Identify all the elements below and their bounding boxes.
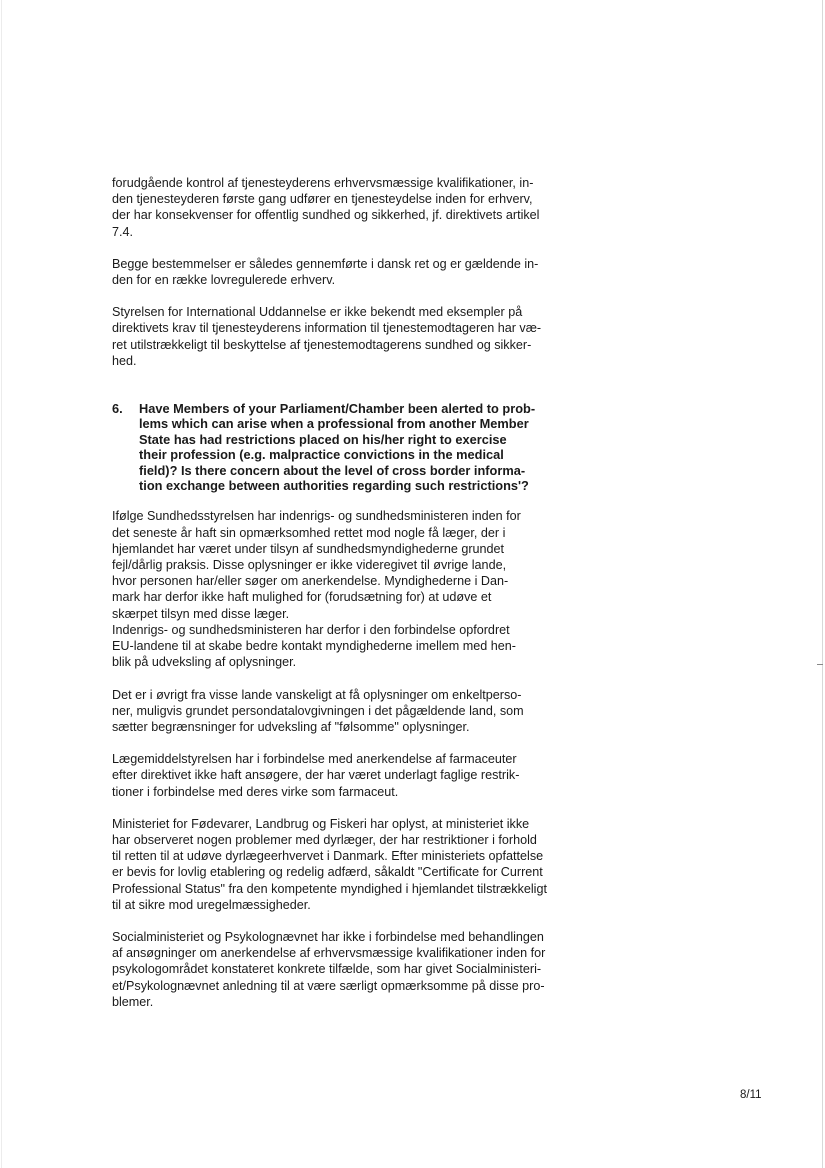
question-number: 6. — [112, 401, 123, 417]
page-number: 8/11 — [740, 1089, 762, 1101]
paragraph-prior-control: forudgående kontrol af tjenesteyderens erhvervsmæssige kvalifikationer, in- den tjenesteyderen første gang udfører en tjenesteydelse inden for erhverv, der har konsekvenser for offentlig sundhed og sikkerhed, jf. direktivets artikel 7.4. — [112, 176, 540, 239]
paragraph-styrelsen-statement: Styrelsen for International Uddannelse er ikke bekendt med eksempler på direktivets krav til tjenesteyderens information til tjenestemodtageren har væ- ret utilstrækkeligt til beskyttelse af tjenestemodtagerens sundhed og sikker- hed. — [112, 305, 542, 368]
paragraph-difficult-information: Det er i øvrigt fra visse lande vanskeligt at få oplysninger om enkeltperso- ner, muligvis grundet persondatalovgivningen i det pågældende land, som sætter begrænsninger for udveksling af "følsomme" oplysninger. — [112, 687, 524, 734]
page-left-edge — [1, 0, 2, 1168]
question-text: Have Members of your Parliament/Chamber been alerted to prob- lems which can arise when a professional from another Member State has had restrictions placed on his/her right to exercise their profession (e.g. malpractice convictions in the medical field)? Is there concern about the level of cross border informa- tion exchange between authorities regarding such restrictions'? — [139, 401, 536, 494]
paragraph-socialministeriet: Socialministeriet og Psykolognævnet har ikke i forbindelse med behandlingen af ansøgninger om anerkendelse af erhvervsmæssige kvalifikationer inden for psykologområdet konstateret konkrete tilfælde, som har givet Socialministeri- et/Psykolognævnet anledning til at være særligt opmærksomme på disse pro- blemer. — [112, 929, 546, 1009]
paragraph-provisions-implemented: Begge bestemmelser er således gennemførte i dansk ret og er gældende in- den for en række lovregulerede erhverv. — [112, 256, 539, 288]
paragraph-ministeriet-foedevarer: Ministeriet for Fødevarer, Landbrug og Fiskeri har oplyst, at ministeriet ikke har observeret nogen problemer med dyrlæger, der har restriktioner i forhold til retten til at udøve dyrlægeerhvervet i Danmark. Efter ministeriets opfattelse er bevis for lovlig etablering og redelig adfærd, såkaldt "Certificate for Current Professional Status" fra den kompetente myndighed i hjemlandet tilstrækkeligt til at sikre mod uregelmæssigheder. — [112, 816, 547, 912]
paragraph-sundhedsstyrelsen: Ifølge Sundhedsstyrelsen har indenrigs- og sundhedsministeren inden for det seneste år haft sin opmærksomhed rettet mod nogle få læger, der i hjemlandet har været under tilsyn af sundhedsmyndighederne grundet fejl/dårlig praksis. Disse oplysninger er ikke videregivet til øvrige lande, hvor personen har/eller søger om anerkendelse. Myndighederne i Dan- mark har derfor ikke haft mulighed for (forudsætning for) at udøve et skærpet tilsyn med disse læger. Indenrigs- og sundhedsministeren har derfor i den forbindelse opfordret EU-landene til at skabe bedre kontakt myndighederne imellem med hen- blik på udveksling af oplysninger. — [112, 509, 521, 670]
scan-edge-mark — [817, 664, 823, 665]
question-6 — [112, 401, 567, 493]
page-right-edge — [822, 0, 823, 1168]
paragraph-laegemiddelstyrelsen: Lægemiddelstyrelsen har i forbindelse med anerkendelse af farmaceuter efter direktivet ikke haft ansøgere, der har været underlagt faglige restrik- tioner i forbindelse med deres virke som farmaceut. — [112, 752, 520, 799]
document-body — [112, 175, 567, 1010]
